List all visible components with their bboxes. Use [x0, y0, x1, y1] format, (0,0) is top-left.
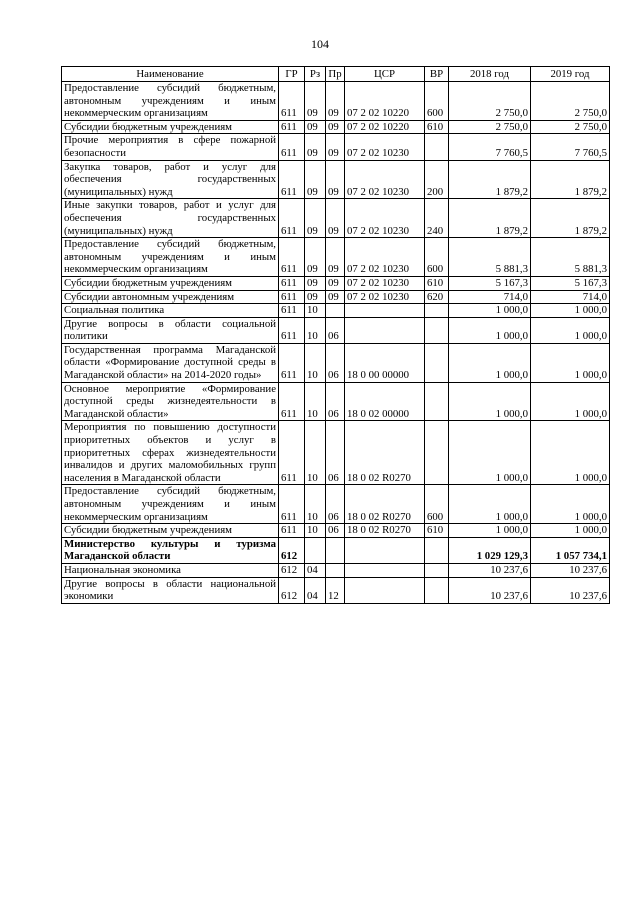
table-row — [62, 290, 610, 304]
row-pr: 09 — [326, 134, 345, 160]
row-2019: 10 237,6 — [531, 563, 610, 577]
row-rz: 09 — [305, 199, 326, 238]
row-name: Государственная программа Магаданской области «Формирование доступной среды в Магаданской области» на 2014-2020 годы» — [62, 343, 279, 382]
table-header-row — [62, 67, 610, 82]
row-2018: 1 000,0 — [449, 304, 531, 318]
row-csr: 07 2 02 10220 — [345, 82, 425, 121]
row-csr: 07 2 02 10230 — [345, 290, 425, 304]
row-rz: 10 — [305, 382, 326, 421]
row-vr: 600 — [425, 82, 449, 121]
row-name: Министерство культуры и туризма Магаданской области — [62, 537, 279, 563]
header-2018: 2018 год — [449, 67, 531, 82]
page-number: 104 — [311, 37, 329, 51]
row-2018: 714,0 — [449, 290, 531, 304]
row-vr — [425, 134, 449, 160]
row-2018: 10 237,6 — [449, 563, 531, 577]
row-2019: 2 750,0 — [531, 82, 610, 121]
header-2019: 2019 год — [531, 67, 610, 82]
row-vr: 600 — [425, 238, 449, 277]
row-pr — [326, 537, 345, 563]
row-2018: 1 000,0 — [449, 485, 531, 524]
table-row — [62, 382, 610, 421]
row-vr — [425, 382, 449, 421]
row-gr: 611 — [279, 120, 305, 134]
row-2018: 1 879,2 — [449, 160, 531, 199]
row-pr: 06 — [326, 343, 345, 382]
row-csr: 07 2 02 10230 — [345, 160, 425, 199]
table-row — [62, 199, 610, 238]
row-rz — [305, 537, 326, 563]
table-row — [62, 317, 610, 343]
row-name: Субсидии бюджетным учреждениям — [62, 524, 279, 538]
row-csr: 18 0 00 00000 — [345, 343, 425, 382]
row-vr — [425, 343, 449, 382]
row-pr: 09 — [326, 82, 345, 121]
row-gr: 611 — [279, 343, 305, 382]
row-csr: 07 2 02 10230 — [345, 238, 425, 277]
row-csr: 18 0 02 R0270 — [345, 524, 425, 538]
table-row — [62, 343, 610, 382]
row-vr: 610 — [425, 524, 449, 538]
row-2019: 1 000,0 — [531, 421, 610, 485]
row-pr: 09 — [326, 238, 345, 277]
header-vr: ВР — [425, 67, 449, 82]
row-vr — [425, 537, 449, 563]
row-2019: 5 167,3 — [531, 276, 610, 290]
header-pr: Пр — [326, 67, 345, 82]
row-rz: 10 — [305, 421, 326, 485]
row-2018: 1 000,0 — [449, 421, 531, 485]
row-rz: 09 — [305, 290, 326, 304]
row-csr: 07 2 02 10220 — [345, 120, 425, 134]
row-2019: 1 000,0 — [531, 382, 610, 421]
row-gr: 611 — [279, 160, 305, 199]
row-name: Субсидии бюджетным учреждениям — [62, 276, 279, 290]
header-name: Наименование — [62, 67, 279, 82]
table-row — [62, 238, 610, 277]
table-row — [62, 120, 610, 134]
row-pr: 09 — [326, 199, 345, 238]
row-2018: 2 750,0 — [449, 82, 531, 121]
row-rz: 04 — [305, 577, 326, 603]
table-row — [62, 524, 610, 538]
row-2018: 1 879,2 — [449, 199, 531, 238]
row-rz: 10 — [305, 304, 326, 318]
row-gr: 611 — [279, 421, 305, 485]
row-pr: 06 — [326, 485, 345, 524]
row-vr: 200 — [425, 160, 449, 199]
row-csr: 07 2 02 10230 — [345, 134, 425, 160]
table-row — [62, 537, 610, 563]
row-2018: 5 881,3 — [449, 238, 531, 277]
row-rz: 10 — [305, 485, 326, 524]
row-2019: 714,0 — [531, 290, 610, 304]
row-pr: 06 — [326, 524, 345, 538]
row-vr: 240 — [425, 199, 449, 238]
row-gr: 611 — [279, 304, 305, 318]
table-row — [62, 485, 610, 524]
row-gr: 611 — [279, 317, 305, 343]
row-pr: 06 — [326, 382, 345, 421]
row-rz: 04 — [305, 563, 326, 577]
row-rz: 10 — [305, 317, 326, 343]
row-gr: 611 — [279, 485, 305, 524]
row-2018: 1 000,0 — [449, 343, 531, 382]
row-csr — [345, 304, 425, 318]
row-2018: 1 029 129,3 — [449, 537, 531, 563]
row-2019: 2 750,0 — [531, 120, 610, 134]
row-2018: 2 750,0 — [449, 120, 531, 134]
row-name: Предоставление субсидий бюджетным, автономным учреждениям и иным некоммерческим организациям — [62, 238, 279, 277]
row-pr — [326, 304, 345, 318]
header-rz: Рз — [305, 67, 326, 82]
row-name: Предоставление субсидий бюджетным, автономным учреждениям и иным некоммерческим организациям — [62, 485, 279, 524]
row-gr: 611 — [279, 238, 305, 277]
row-gr: 611 — [279, 134, 305, 160]
row-vr: 600 — [425, 485, 449, 524]
row-2019: 1 000,0 — [531, 304, 610, 318]
row-pr: 09 — [326, 276, 345, 290]
row-name: Закупка товаров, работ и услуг для обеспечения государственных (муниципальных) нужд — [62, 160, 279, 199]
row-name: Прочие мероприятия в сфере пожарной безопасности — [62, 134, 279, 160]
row-2019: 1 879,2 — [531, 199, 610, 238]
row-gr: 611 — [279, 382, 305, 421]
row-2019: 1 057 734,1 — [531, 537, 610, 563]
row-vr — [425, 577, 449, 603]
row-2019: 1 000,0 — [531, 343, 610, 382]
table-row — [62, 421, 610, 485]
row-2019: 10 237,6 — [531, 577, 610, 603]
row-2018: 1 000,0 — [449, 317, 531, 343]
row-rz: 09 — [305, 120, 326, 134]
row-pr: 06 — [326, 421, 345, 485]
header-gr: ГР — [279, 67, 305, 82]
row-pr: 09 — [326, 290, 345, 304]
row-rz: 09 — [305, 276, 326, 290]
budget-table — [61, 66, 610, 604]
row-gr: 611 — [279, 276, 305, 290]
row-2019: 1 000,0 — [531, 524, 610, 538]
row-2018: 5 167,3 — [449, 276, 531, 290]
row-2018: 7 760,5 — [449, 134, 531, 160]
row-rz: 09 — [305, 82, 326, 121]
row-csr — [345, 563, 425, 577]
row-csr: 07 2 02 10230 — [345, 199, 425, 238]
row-2018: 10 237,6 — [449, 577, 531, 603]
table-row — [62, 134, 610, 160]
row-rz: 10 — [305, 524, 326, 538]
row-vr: 610 — [425, 120, 449, 134]
row-vr — [425, 421, 449, 485]
row-gr: 611 — [279, 290, 305, 304]
row-gr: 612 — [279, 537, 305, 563]
row-rz: 09 — [305, 160, 326, 199]
row-name: Мероприятия по повышению доступности приоритетных объектов и услуг в приоритетных сферах жизнедеятельности инвалидов и других маломобильных групп населения в Магаданской области — [62, 421, 279, 485]
row-csr — [345, 577, 425, 603]
row-name: Основное мероприятие «Формирование доступной среды жизнедеятельности в Магаданской области» — [62, 382, 279, 421]
row-2019: 1 000,0 — [531, 317, 610, 343]
row-2019: 1 000,0 — [531, 485, 610, 524]
row-name: Социальная политика — [62, 304, 279, 318]
row-gr: 612 — [279, 563, 305, 577]
row-gr: 612 — [279, 577, 305, 603]
row-rz: 09 — [305, 134, 326, 160]
table-row — [62, 160, 610, 199]
row-2019: 1 879,2 — [531, 160, 610, 199]
row-csr — [345, 317, 425, 343]
row-name: Субсидии автономным учреждениям — [62, 290, 279, 304]
table-row — [62, 82, 610, 121]
row-name: Другие вопросы в области социальной политики — [62, 317, 279, 343]
row-vr — [425, 563, 449, 577]
row-gr: 611 — [279, 199, 305, 238]
table-body — [62, 82, 610, 604]
row-csr: 18 0 02 00000 — [345, 382, 425, 421]
table-row — [62, 577, 610, 603]
row-2018: 1 000,0 — [449, 524, 531, 538]
row-vr — [425, 317, 449, 343]
row-pr: 12 — [326, 577, 345, 603]
row-name: Предоставление субсидий бюджетным, автономным учреждениям и иным некоммерческим организациям — [62, 82, 279, 121]
row-vr — [425, 304, 449, 318]
row-csr: 07 2 02 10230 — [345, 276, 425, 290]
row-vr: 620 — [425, 290, 449, 304]
row-vr: 610 — [425, 276, 449, 290]
row-name: Национальная экономика — [62, 563, 279, 577]
row-csr — [345, 537, 425, 563]
row-name: Другие вопросы в области национальной экономики — [62, 577, 279, 603]
table-row — [62, 276, 610, 290]
row-gr: 611 — [279, 82, 305, 121]
row-2019: 5 881,3 — [531, 238, 610, 277]
row-csr: 18 0 02 R0270 — [345, 485, 425, 524]
row-name: Субсидии бюджетным учреждениям — [62, 120, 279, 134]
row-pr: 06 — [326, 317, 345, 343]
row-2019: 7 760,5 — [531, 134, 610, 160]
row-2018: 1 000,0 — [449, 382, 531, 421]
row-pr — [326, 563, 345, 577]
row-pr: 09 — [326, 120, 345, 134]
table-row — [62, 563, 610, 577]
row-pr: 09 — [326, 160, 345, 199]
header-csr: ЦСР — [345, 67, 425, 82]
row-name: Иные закупки товаров, работ и услуг для обеспечения государственных (муниципальных) нужд — [62, 199, 279, 238]
row-gr: 611 — [279, 524, 305, 538]
table-row — [62, 304, 610, 318]
row-csr: 18 0 02 R0270 — [345, 421, 425, 485]
row-rz: 10 — [305, 343, 326, 382]
row-rz: 09 — [305, 238, 326, 277]
